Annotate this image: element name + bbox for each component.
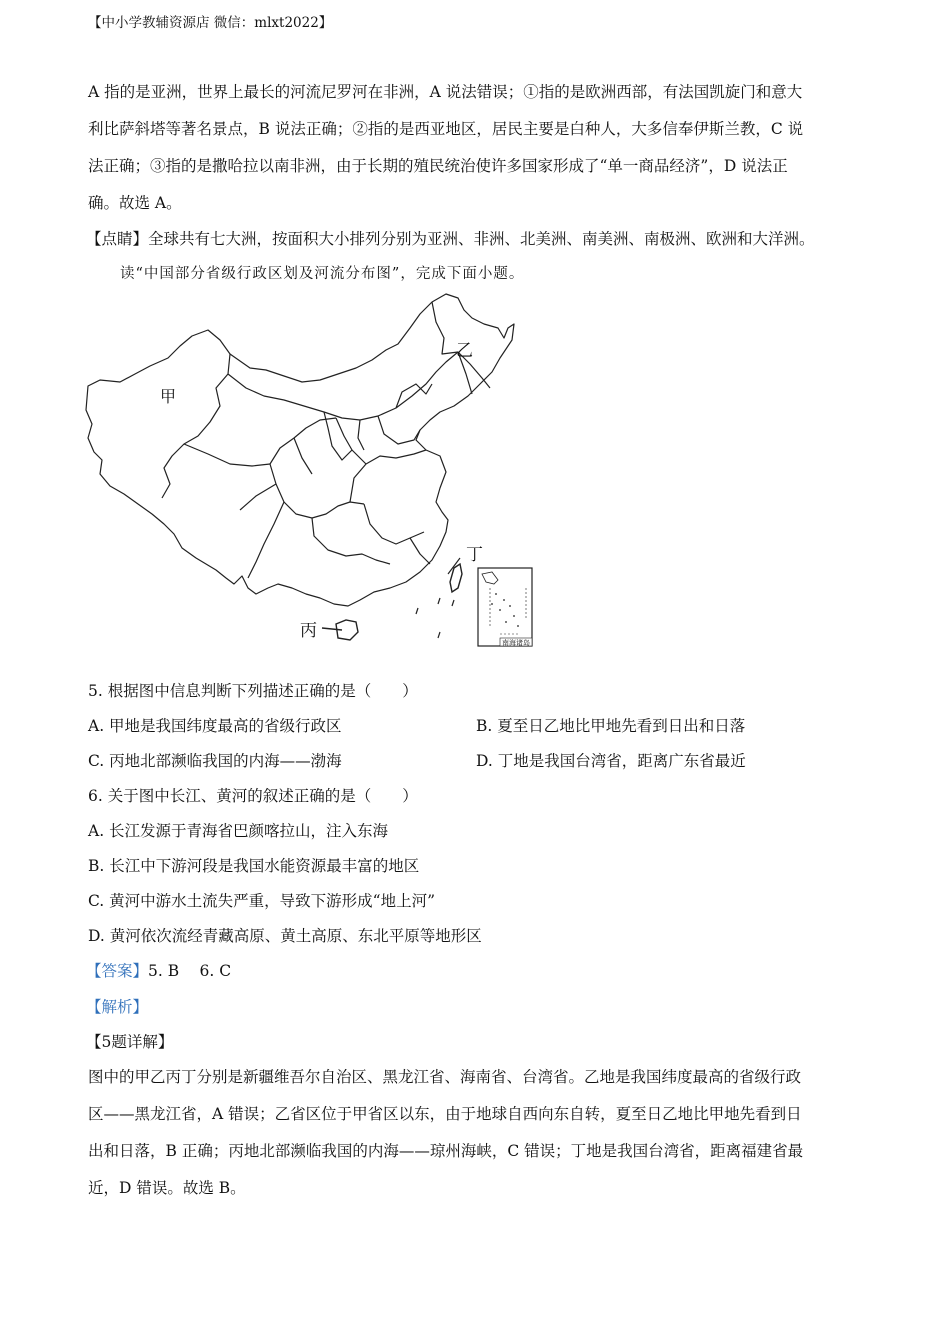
explain-line-2: 利比萨斜塔等著名景点，B 说法正确；②指的是西亚地区，居民主要是白种人，大多信奉伊斯兰教，C 说 (88, 120, 804, 138)
q5-option-a: A. 甲地是我国纬度最高的省级行政区 (88, 717, 342, 735)
explain-line-3: 法正确；③指的是撒哈拉以南非洲，由于长期的殖民统治使许多国家形成了“单一商品经济”，D 说法正 (88, 157, 788, 175)
national-border (86, 294, 514, 606)
label-bing: 丙 (300, 621, 317, 641)
detail5-line-4: 近，D 错误。故选 B。 (88, 1179, 246, 1197)
explain-line-1: A 指的是亚洲，世界上最长的河流尼罗河在非洲，A 说法错误；①指的是欧洲西部，有法国凯旋门和意大 (88, 83, 803, 101)
answer-label: 【答案】 (86, 962, 149, 980)
label-ding: 丁 (466, 545, 483, 565)
page-header: 【中小学教辅资源店 微信：mlxt2022】 (88, 15, 333, 31)
q6-stem: 6. 关于图中长江、黄河的叙述正确的是（ ） (88, 787, 418, 805)
answer-line (86, 960, 231, 982)
q6-option-a: A. 长江发源于青海省巴颜喀拉山，注入东海 (88, 822, 389, 840)
label-yi: 乙 (456, 341, 473, 361)
q5-option-b: B. 夏至日乙地比甲地先看到日出和日落 (476, 717, 746, 735)
map-intro: 读“中国部分省级行政区划及河流分布图”，完成下面小题。 (120, 266, 525, 282)
explain-line-4: 确。故选 A。 (88, 194, 182, 212)
q6-option-b: B. 长江中下游河段是我国水能资源最丰富的地区 (88, 857, 420, 875)
detail5-label: 【5题详解】 (86, 1033, 174, 1051)
detail5-line-1: 图中的甲乙丙丁分别是新疆维吾尔自治区、黑龙江省、海南省、台湾省。乙地是我国纬度最高的省级行政 (88, 1068, 802, 1086)
q6-option-d: D. 黄河依次流经青藏高原、黄土高原、东北平原等地形区 (88, 927, 482, 945)
inset-caption: 南海诸岛 (502, 639, 530, 647)
detail5-line-2: 区——黑龙江省，A 错误；乙省区位于甲省区以东，由于地球自西向东自转，夏至日乙地比甲地先看到日 (88, 1105, 802, 1123)
q6-option-c: C. 黄河中游水土流失严重，导致下游形成“地上河” (88, 892, 436, 910)
analysis-label: 【解析】 (86, 998, 149, 1016)
label-jia: 甲 (160, 387, 177, 406)
q5-stem: 5. 根据图中信息判断下列描述正确的是（ ） (88, 682, 418, 700)
q5-option-d: D. 丁地是我国台湾省，距离广东省最近 (476, 752, 746, 770)
detail5-line-3: 出和日落，B 正确；丙地北部濒临我国的内海——琼州海峡，C 错误；丁地是我国台湾省，距离福建省最 (88, 1142, 804, 1160)
south-china-sea-inset (478, 568, 532, 647)
china-map (80, 288, 550, 658)
answer-text: 5. B 6. C (148, 962, 232, 980)
q5-option-c: C. 丙地北部濒临我国的内海——渤海 (88, 752, 342, 770)
tip-note: 【点睛】全球共有七大洲，按面积大小排列分别为亚洲、非洲、北美洲、南美洲、南极洲、欧洲和大洋洲。 (86, 230, 815, 248)
